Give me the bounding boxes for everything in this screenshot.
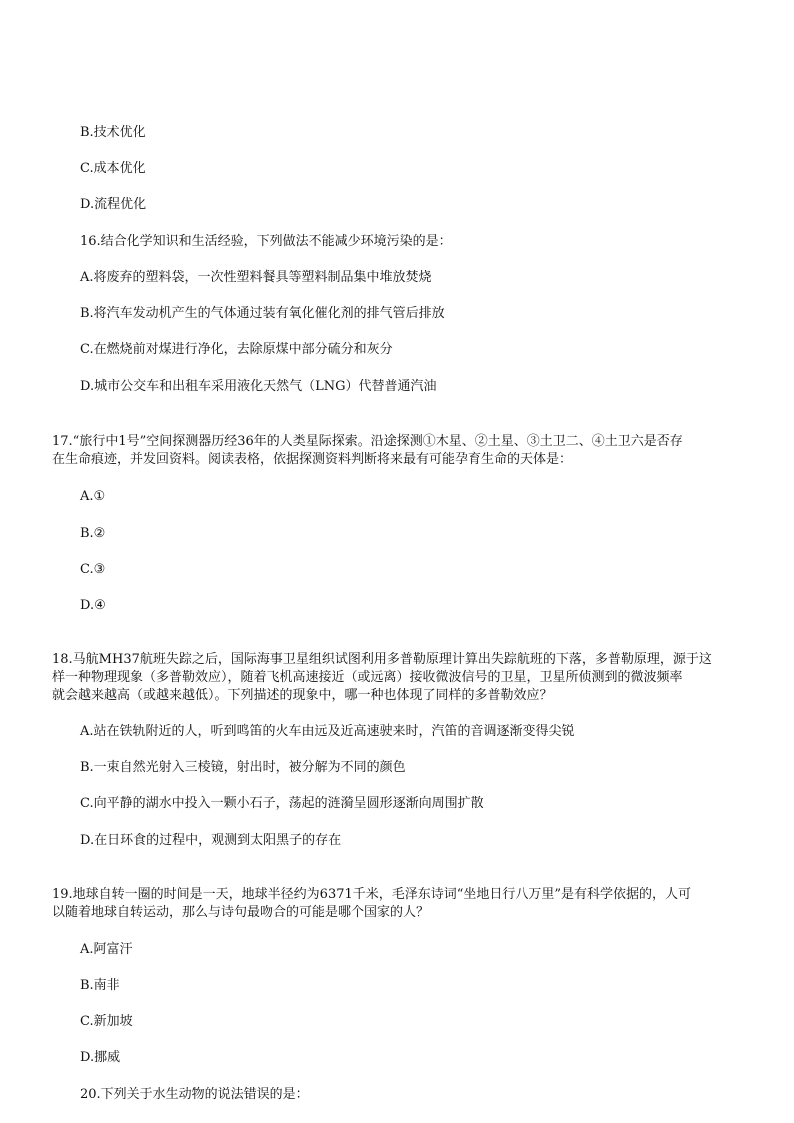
q17-option-d: D.④ — [80, 598, 106, 613]
q18-option-b: B.一束自然光射入三棱镜，射出时，被分解为不同的颜色 — [80, 760, 406, 775]
q15-option-c: C.成本优化 — [80, 161, 146, 176]
q17-option-c: C.③ — [80, 562, 106, 577]
q19-stem-line: 19.地球自转一圈的时间是一天，地球半径约为6371千米，毛泽东诗词“坐地日行八万里”是有科学依据的，人可 — [52, 887, 692, 902]
q16-option-d: D.城市公交车和出租车采用液化天然气（LNG）代替普通汽油 — [80, 379, 437, 394]
q15-option-b: B.技术优化 — [80, 125, 146, 140]
q16-stem: 16.结合化学知识和生活经验，下列做法不能减少环境污染的是： — [80, 234, 452, 249]
q15-option-d: D.流程优化 — [80, 197, 147, 212]
q16-option-c: C.在燃烧前对煤进行净化，去除原煤中部分硫分和灰分 — [80, 342, 393, 357]
q16-option-b: B.将汽车发动机产生的气体通过装有氧化催化剂的排气管后排放 — [80, 306, 445, 321]
q18-stem-line: 就会越来越高（或越来越低）。下列描述的现象中，哪一种也体现了同样的多普勒效应？ — [52, 688, 553, 703]
q18-option-d: D.在日环食的过程中，观测到太阳黑子的存在 — [80, 833, 342, 848]
q18-stem — [52, 651, 742, 705]
q18-stem-line: 18.马航MH37航班失踪之后，国际海事卫星组织试图利用多普勒原理计算出失踪航班的下落，多普勒原理，源于这 — [52, 652, 712, 667]
q17-option-b: B.② — [80, 526, 106, 541]
q17-option-a: A.① — [80, 489, 106, 504]
q19-stem — [52, 886, 742, 922]
q18-stem-line: 样一种物理现象（多普勒效应），随着飞机高速接近（或远离）接收微波信号的卫星，卫星所侦测到的微波频率 — [52, 670, 683, 685]
q19-option-d: D.挪威 — [80, 1050, 121, 1065]
q17-stem-line: 17.“旅行中1号”空间探测器历经36年的人类星际探索。沿途探测①木星、②土星、③土卫二、④土卫六是否存 — [52, 434, 683, 449]
q17-stem-line: 在生命痕迹，并发回资料。阅读表格，依据探测资料判断将来最有可能孕育生命的天体是： — [52, 452, 573, 467]
q18-option-c: C.向平静的湖水中投入一颗小石子，荡起的涟漪呈圆形逐渐向周围扩散 — [80, 796, 484, 811]
q19-option-b: B.南非 — [80, 978, 120, 993]
q20-stem: 20.下列关于水生动物的说法错误的是： — [80, 1087, 309, 1102]
q19-option-a: A.阿富汗 — [80, 942, 133, 957]
q18-option-a: A.站在铁轨附近的人，听到鸣笛的火车由远及近高速驶来时，汽笛的音调逐渐变得尖锐 — [80, 724, 575, 739]
q19-option-c: C.新加坡 — [80, 1014, 133, 1029]
q16-option-a: A.将废弃的塑料袋，一次性塑料餐具等塑料制品集中堆放焚烧 — [80, 270, 432, 285]
q19-stem-line: 以随着地球自转运动，那么与诗句最吻合的可能是哪个国家的人？ — [52, 905, 430, 920]
q17-stem — [52, 433, 742, 469]
